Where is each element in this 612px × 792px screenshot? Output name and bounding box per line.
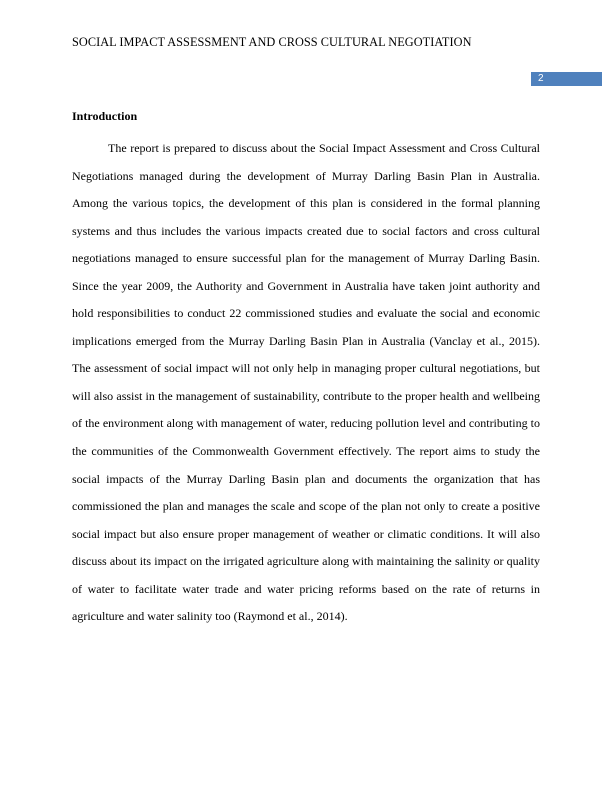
section-heading: Introduction bbox=[72, 109, 138, 123]
running-head: SOCIAL IMPACT ASSESSMENT AND CROSS CULTURAL NEGOTIATION bbox=[72, 35, 472, 49]
body-paragraph: The report is prepared to discuss about the Social Impact Assessment and Cross Cultural Negotiations managed during the development of Murray Darling Basin Plan in Australia. Among the various topics, the development of this plan is considered in the formal planning systems and thus includes the various impacts created due to social factors and cross cultural negotiations managed to ensure successful plan for the management of Murray Darling Basin. Since the year 2009, the Authority and Government in Australia have taken joint authority and hold responsibilities to conduct 22 commissioned studies and evaluate the social and economic implications emerged from the Murray Darling Basin Plan in Australia (Vanclay et al., 2015). The assessment of social impact will not only help in managing proper cultural negotiations, but will also assist in the management of sustainability, contribute to the proper health and wellbeing of the environment along with management of water, reducing pollution level and contributing to the communities of the Commonwealth Government effectively. The report aims to study the social impacts of the Murray Darling Basin plan and documents the organization that has commissioned the plan and manages the scale and scope of the plan not only to create a positive social impact but also ensure proper management of weather or climatic conditions. It will also discuss about its impact on the irrigated agriculture along with maintaining the salinity or quality of water to facilitate water trade and water pricing reforms based on the rate of returns in agriculture and water salinity too (Raymond et al., 2014). bbox=[72, 141, 540, 624]
page-number: 2 bbox=[538, 73, 544, 84]
page-number-badge bbox=[531, 72, 602, 86]
